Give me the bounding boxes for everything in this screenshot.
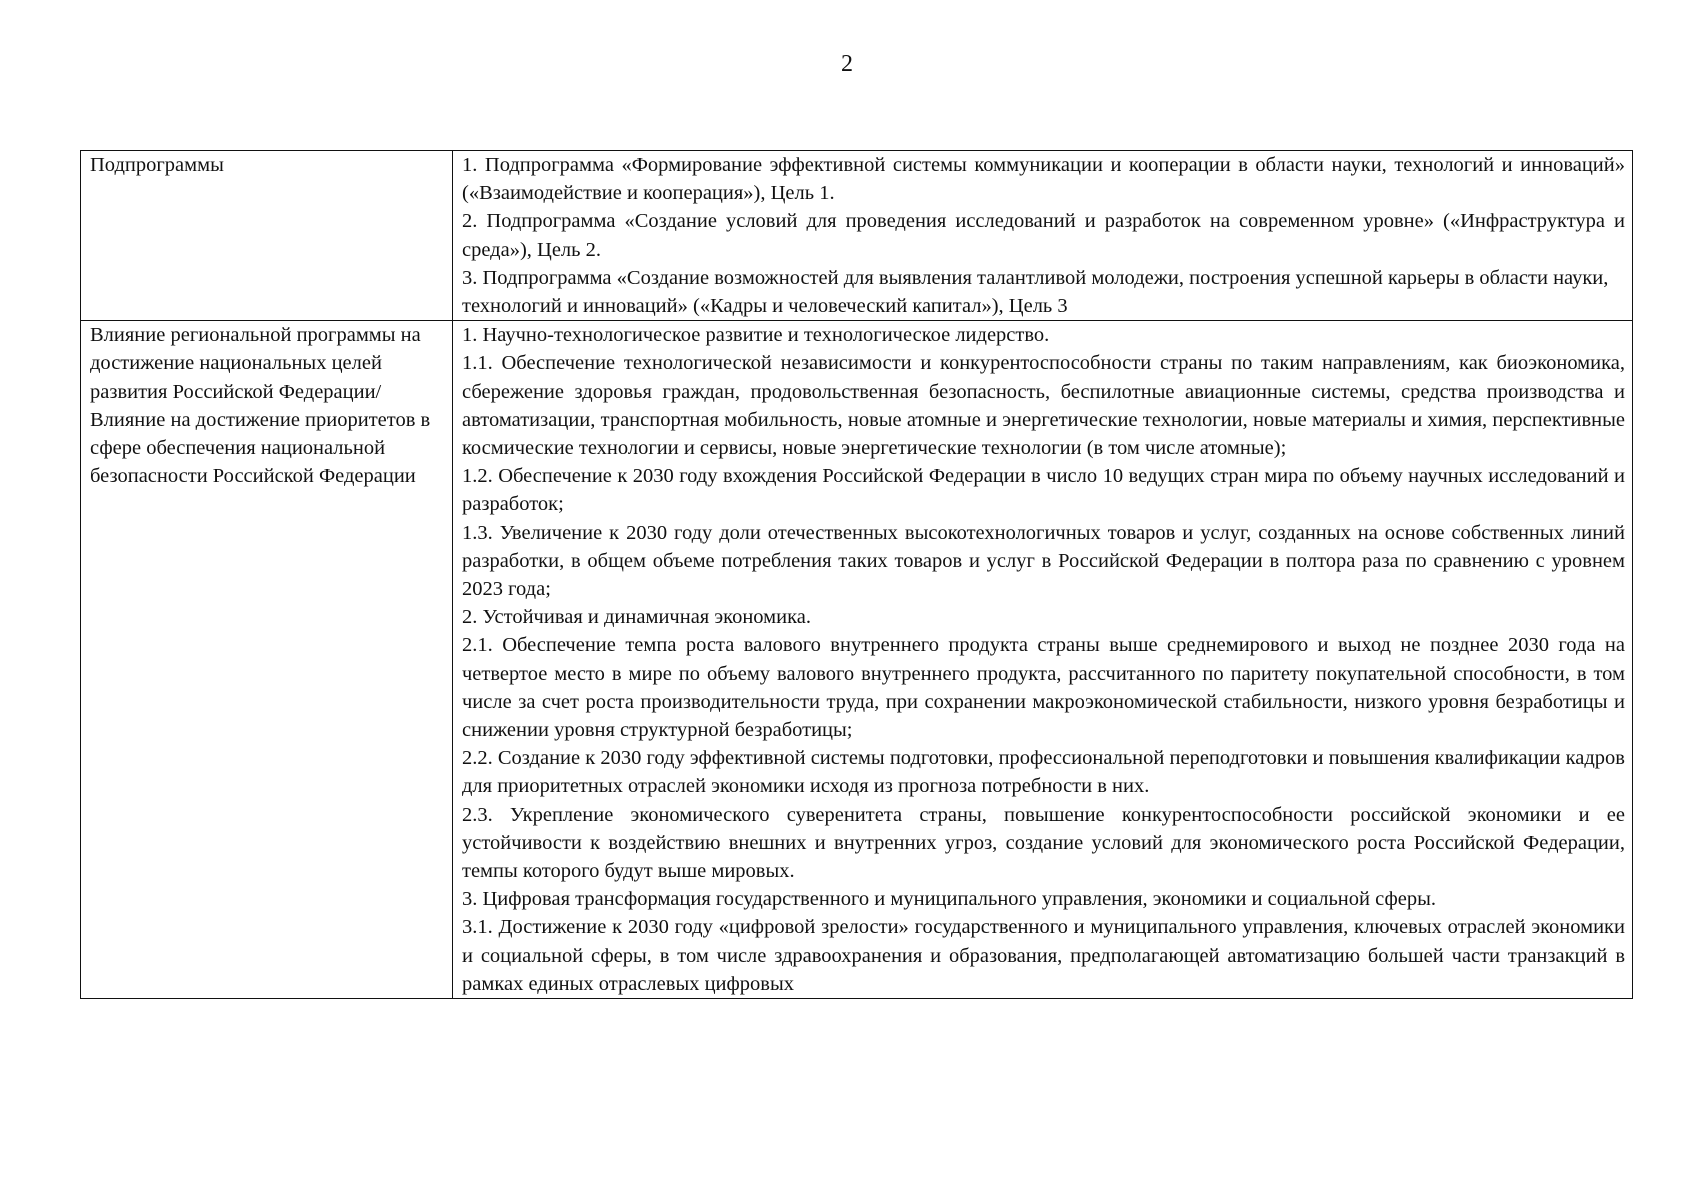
table-row-national-goals xyxy=(81,321,1633,999)
goal-paragraph: 1.3. Увеличение к 2030 году доли отечественных высокотехнологичных товаров и услуг, созданных на основе собственных линий разработки, в общем объеме потребления таких товаров и услуг в Российской Федерации в полтора раза по сравнению с уровнем 2023 года; xyxy=(462,521,1625,601)
goal-paragraph: 3.1. Достижение к 2030 году «цифровой зрелости» государственного и муниципального управления, ключевых отраслей экономики и социальной сферы, в том числе здравоохранения и образования, предполагающей автоматизацию большей части транзакций в рамках единых отраслевых цифровых xyxy=(462,916,1625,995)
row-label-subprograms: Подпрограммы xyxy=(90,154,224,176)
goal-paragraph: 2.3. Укрепление экономического суверенитета страны, повышение конкурентоспособности российской экономики и ее устойчивости к воздействию внешних и внутренних угроз, создание условий для экономического роста Российской Федерации, темпы которого будут выше мировых. xyxy=(462,803,1625,883)
goal-paragraph: 1. Научно-технологическое развитие и технологическое лидерство. xyxy=(462,324,1050,347)
row-content-cell xyxy=(453,151,1633,321)
goal-paragraph: 2.2. Создание к 2030 году эффективной системы подготовки, профессиональной переподготовки и повышения квалификации кадров для приоритетных отраслей экономики исходя из прогноза потребности в них. xyxy=(462,747,1625,798)
subprogram-item: 3. Подпрограмма «Создание возможностей для выявления талантливой молодежи, построения успешной карьеры в области науки, технологий и инноваций» («Кадры и человеческий капитал»), Цель 3 xyxy=(462,266,1609,318)
row-label-cell xyxy=(81,151,453,321)
passport-table xyxy=(80,150,1633,999)
subprogram-item: 2. Подпрограмма «Создание условий для проведения исследований и разработок на современном уровне» («Инфраструктура и среда»), Цель 2. xyxy=(462,210,1625,261)
goal-paragraph: 2. Устойчивая и динамичная экономика. xyxy=(462,606,811,629)
subprogram-item: 1. Подпрограмма «Формирование эффективной системы коммуникации и кооперации в области науки, технологий и инноваций» («Взаимодействие и кооперация»), Цель 1. xyxy=(462,154,1625,205)
row-label-cell xyxy=(81,321,453,999)
goal-paragraph: 3. Цифровая трансформация государственного и муниципального управления, экономики и социальной сферы. xyxy=(462,888,1436,911)
goal-paragraph: 1.1. Обеспечение технологической независимости и конкурентоспособности страны по таким направлениям, как биоэкономика, сбережение здоровья граждан, продовольственная безопасность, беспилотные авиационные системы, средства производства и автоматизации, транспортная мобильность, новые атомные и энергетические технологии, новые материалы и химия, перспективные космические технологии и сервисы, новые энергетические технологии (в том числе атомные); xyxy=(462,352,1625,460)
row-label-national-goals: Влияние региональной программы на достижение национальных целей развития Российской Федерации/Влияние на достижение приоритетов в сфере обеспечения национальной безопасности Российской Федерации xyxy=(90,324,431,488)
page-number: 2 xyxy=(841,51,853,77)
goal-paragraph: 2.1. Обеспечение темпа роста валового внутреннего продукта страны выше среднемирового и выход не позднее 2030 года на четвертое место в мире по объему валового внутреннего продукта, рассчитанного по паритету покупательной способности, в том числе за счет роста производительности труда, при сохранении макроэкономической стабильности, низкого уровня безработицы и снижении уровня структурной безработицы; xyxy=(462,634,1625,742)
row-content-cell xyxy=(453,321,1633,999)
goal-paragraph: 1.2. Обеспечение к 2030 году вхождения Российской Федерации в число 10 ведущих стран мира по объему научных исследований и разработок; xyxy=(462,465,1625,516)
table-row-subprograms xyxy=(81,151,1633,321)
